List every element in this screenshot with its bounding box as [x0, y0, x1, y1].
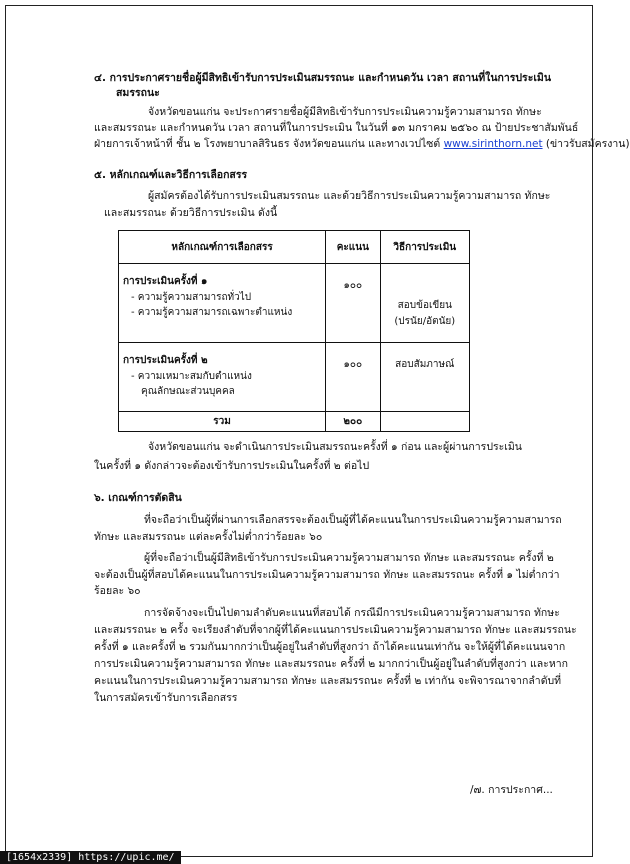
section-5-para-line: ผู้สมัครต้องได้รับการประเมินสมรรถนะ และด้วยวิธีการประเมินความรู้ความสามารถ ทักษะ	[148, 190, 551, 202]
method-cell: สอบสัมภาษณ์	[380, 343, 469, 412]
section-6-line: การประเมินความรู้ความสามารถ ทักษะ และสมรรถนะ ครั้งที่ ๒ มากกว่าเป็นผู้อยู่ในลำดับที่สูงกว่า และหาก	[94, 658, 568, 670]
col-header-criteria: หลักเกณฑ์การเลือกสรร	[119, 231, 326, 264]
section-4-heading: ๔. การประกาศรายชื่อผู้มีสิทธิเข้ารับการประเมินสมรรถนะ และกำหนดวัน เวลา สถานที่ในการประเมิน	[94, 72, 552, 84]
table-row	[119, 343, 470, 412]
group-1-item: - ความรู้ความสามารถทั่วไป	[131, 292, 252, 303]
section-6-line: ที่จะถือว่าเป็นผู้ที่ผ่านการเลือกสรรจะต้องเป็นผู้ที่ได้คะแนนในการประเมินความรู้ความสามารถ	[144, 514, 562, 526]
method-cell	[380, 264, 469, 343]
section-6-line: ครั้งที่ ๑ และครั้งที่ ๒ รวมกันมากกว่าเป็นผู้อยู่ในลำดับที่สูงกว่า ถ้าได้คะแนนเท่ากัน จะให้ผู้ที่ได้คะแนนจาก	[94, 641, 566, 653]
table-header-row	[119, 231, 470, 264]
section-6-heading: ๖. เกณฑ์การตัดสิน	[94, 492, 182, 504]
table-row	[119, 264, 470, 343]
section-5-heading: ๕. หลักเกณฑ์และวิธีการเลือกสรร	[94, 169, 248, 181]
score-cell: ๑๐๐	[326, 343, 380, 412]
section-6-line: คะแนนในการประเมินความรู้ความสามารถ ทักษะ และสมรรถนะ ครั้งที่ ๒ เท่ากัน จะพิจารณาจากลำดับที่	[94, 675, 562, 687]
group-1-title: การประเมินครั้งที่ ๑	[123, 276, 208, 287]
section-5-para-line: และสมรรถนะ ด้วยวิธีการประเมิน ดังนี้	[104, 207, 278, 219]
section-6-line: จะต้องเป็นผู้ที่สอบได้คะแนนในการประเมินความรู้ความสามารถ ทักษะ และสมรรถนะ ครั้งที่ ๑ ไม่ต่ำกว่า	[94, 569, 560, 581]
section-6-line: การจัดจ้างจะเป็นไปตามลำดับคะแนนที่สอบได้ กรณีมีการประเมินความรู้ความสามารถ ทักษะ	[144, 607, 560, 619]
section-6-line: ในการสมัครเข้ารับการเลือกสรร	[94, 692, 238, 704]
total-empty	[380, 412, 469, 432]
method-text: (ปรนัย/อัตนัย)	[394, 316, 456, 327]
col-header-score: คะแนน	[326, 231, 380, 264]
next-page-note: /๗. การประกาศ...	[470, 784, 553, 796]
method-text: สอบข้อเขียน	[397, 300, 452, 311]
section-4-para-line: และสมรรถนะ และกำหนดวัน เวลา สถานที่ในการประเมิน ในวันที่ ๑๓ มกราคม ๒๕๖๐ ณ ป้ายประชาสัมพันธ์	[94, 122, 579, 134]
group-2-item: คุณลักษณะส่วนบุคคล	[141, 386, 235, 397]
image-host-footer: [1654x2339] https://upic.me/	[0, 851, 181, 864]
table-total-row	[119, 412, 470, 432]
section-4-text: (ข่าวรับสมัครงาน)	[542, 138, 630, 150]
section-6-line: ผู้ที่จะถือว่าเป็นผู้มีสิทธิเข้ารับการประเมินความรู้ความสามารถ ทักษะ และสมรรถนะ ครั้งที่ ๒	[144, 552, 554, 564]
after-table-line: จังหวัดขอนแก่น จะดำเนินการประเมินสมรรถนะครั้งที่ ๑ ก่อน และผู้ผ่านการประเมิน	[148, 441, 522, 453]
criteria-cell	[119, 264, 326, 343]
total-label: รวม	[119, 412, 326, 432]
website-link[interactable]: www.sirinthorn.net	[443, 138, 543, 150]
group-2-item: - ความเหมาะสมกับตำแหน่ง	[131, 371, 252, 382]
section-4-text: ฝ่ายการเจ้าหน้าที่ ชั้น ๒ โรงพยาบาลสิรินธร จังหวัดขอนแก่น และทางเวปไซต์	[94, 138, 444, 150]
col-header-method: วิธีการประเมิน	[380, 231, 469, 264]
group-1-item: - ความรู้ความสามารถเฉพาะตำแหน่ง	[131, 307, 293, 318]
total-score: ๒๐๐	[326, 412, 380, 432]
section-6-line: และสมรรถนะ ๒ ครั้ง จะเรียงลำดับที่จากผู้ที่ได้คะแนนการประเมินความรู้ความสามารถ ทักษะ และสมรรถนะ	[94, 624, 577, 636]
section-4-para-line: จังหวัดขอนแก่น จะประกาศรายชื่อผู้มีสิทธิเข้ารับการประเมินความรู้ความสามารถ ทักษะ	[148, 106, 542, 118]
section-4-heading-cont: สมรรถนะ	[116, 87, 160, 99]
criteria-cell	[119, 343, 326, 412]
selection-criteria-table	[118, 230, 470, 432]
group-2-title: การประเมินครั้งที่ ๒	[123, 355, 208, 366]
section-4-para-line	[94, 137, 630, 151]
section-6-line: ทักษะ และสมรรถนะ แต่ละครั้งไม่ต่ำกว่าร้อยละ ๖๐	[94, 531, 323, 543]
after-table-line: ในครั้งที่ ๑ ดังกล่าวจะต้องเข้ารับการประเมินในครั้งที่ ๒ ต่อไป	[94, 460, 370, 472]
section-6-line: ร้อยละ ๖๐	[94, 585, 141, 597]
score-cell: ๑๐๐	[326, 264, 380, 343]
